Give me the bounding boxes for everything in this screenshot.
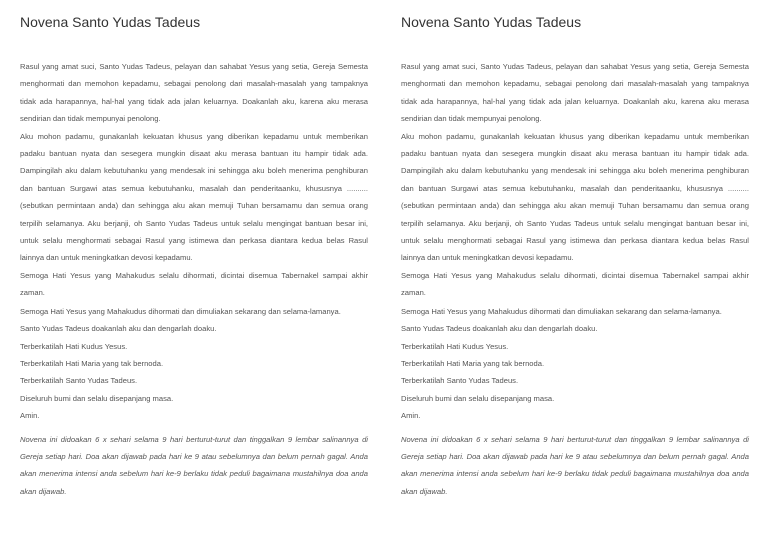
prayer-line: Diseluruh bumi dan selalu disepanjang masa. bbox=[20, 393, 174, 403]
prayer-line: Amin. bbox=[20, 411, 40, 421]
prayer-line: Santo Yudas Tadeus doakanlah aku dan dengarlah doaku. bbox=[20, 324, 217, 334]
left-page bbox=[20, 12, 368, 500]
prayer-line: Diseluruh bumi dan selalu disepanjang masa. bbox=[401, 393, 555, 403]
novena-note: Novena ini didoakan 6 x sehari selama 9 hari berturut-turut dan tinggalkan 9 lembar salinannya di Gereja setiap hari. Doa akan dijawab pada hari ke 9 atau sebelumnya dan belum pernah gagal. Anda akan menerima intensi anda sebelum hari ke-9 berlaku tidak peduli bagaimana mustahilnya doa anda akan dijawab. bbox=[20, 434, 368, 496]
prayer-line: Amin. bbox=[401, 411, 421, 421]
prayer-paragraph: Semoga Hati Yesus yang Mahakudus selalu dihormati, dicintai disemua Tabernakel sampai akhir zaman. bbox=[401, 270, 749, 298]
right-page bbox=[401, 12, 749, 500]
prayer-line: Semoga Hati Yesus yang Mahakudus dihormati dan dimuliakan sekarang dan selama-lamanya. bbox=[20, 306, 341, 316]
prayer-line: Terberkatilah Hati Maria yang tak bernoda. bbox=[20, 358, 164, 368]
prayer-line: Santo Yudas Tadeus doakanlah aku dan dengarlah doaku. bbox=[401, 324, 598, 334]
novena-note: Novena ini didoakan 6 x sehari selama 9 hari berturut-turut dan tinggalkan 9 lembar salinannya di Gereja setiap hari. Doa akan dijawab pada hari ke 9 atau sebelumnya dan belum pernah gagal. Anda akan menerima intensi anda sebelum hari ke-9 berlaku tidak peduli bagaimana mustahilnya doa anda akan dijawab. bbox=[401, 434, 749, 496]
prayer-line: Semoga Hati Yesus yang Mahakudus dihormati dan dimuliakan sekarang dan selama-lamanya. bbox=[401, 306, 722, 316]
page-title: Novena Santo Yudas Tadeus bbox=[20, 14, 201, 30]
prayer-line: Terberkatilah Hati Kudus Yesus. bbox=[401, 341, 509, 351]
prayer-paragraph: Rasul yang amat suci, Santo Yudas Tadeus, pelayan dan sahabat Yesus yang setia, Gereja Semesta menghormati dan memohon kepadamu, sebagai penolong dari masalah-masalah yang tampaknya tidak ada harapannya, hal-hal yang tidak ada jalan keluarnya. Doakanlah aku, karena aku merasa sendirian dan tidak mempunyai penolong. bbox=[401, 62, 749, 124]
prayer-line: Terberkatilah Santo Yudas Tadeus. bbox=[401, 376, 519, 386]
prayer-paragraph: Semoga Hati Yesus yang Mahakudus selalu dihormati, dicintai disemua Tabernakel sampai akhir zaman. bbox=[20, 270, 368, 298]
prayer-paragraph: Aku mohon padamu, gunakanlah kekuatan khusus yang diberikan kepadamu untuk memberikan padaku bantuan nyata dan sesegera mungkin disaat aku merasa bantuan itu hampir tidak ada. Dampingilah aku dalam kebutuhanku yang mendesak ini sehingga aku boleh menerima penghiburan dan bantuan Surgawi atas semua kebutuhanku, masalah dan penderitaanku, khususnya .......... (sebutkan permintaan anda) dan sehingga aku akan memuji Tuhan bersamamu dan semua orang terpilih selamanya. Aku berjanji, oh Santo Yudas Tadeus untuk selalu mengingat bantuan besar ini, untuk selalu menghormati sebagai Rasul yang istimewa dan perkasa diantara kedua belas Rasul lainnya dan untuk meningkatkan devosi kepadamu. bbox=[401, 131, 749, 263]
prayer-line: Terberkatilah Hati Kudus Yesus. bbox=[20, 341, 128, 351]
page-title: Novena Santo Yudas Tadeus bbox=[401, 14, 582, 30]
prayer-line: Terberkatilah Santo Yudas Tadeus. bbox=[20, 376, 138, 386]
prayer-line: Terberkatilah Hati Maria yang tak bernoda. bbox=[401, 358, 545, 368]
prayer-paragraph: Aku mohon padamu, gunakanlah kekuatan khusus yang diberikan kepadamu untuk memberikan padaku bantuan nyata dan sesegera mungkin disaat aku merasa bantuan itu hampir tidak ada. Dampingilah aku dalam kebutuhanku yang mendesak ini sehingga aku boleh menerima penghiburan dan bantuan Surgawi atas semua kebutuhanku, masalah dan penderitaanku, khususnya .......... (sebutkan permintaan anda) dan sehingga aku akan memuji Tuhan bersamamu dan semua orang terpilih selamanya. Aku berjanji, oh Santo Yudas Tadeus untuk selalu mengingat bantuan besar ini, untuk selalu menghormati sebagai Rasul yang istimewa dan perkasa diantara kedua belas Rasul lainnya dan untuk meningkatkan devosi kepadamu. bbox=[20, 131, 368, 263]
prayer-paragraph: Rasul yang amat suci, Santo Yudas Tadeus, pelayan dan sahabat Yesus yang setia, Gereja Semesta menghormati dan memohon kepadamu, sebagai penolong dari masalah-masalah yang tampaknya tidak ada harapannya, hal-hal yang tidak ada jalan keluarnya. Doakanlah aku, karena aku merasa sendirian dan tidak mempunyai penolong. bbox=[20, 62, 368, 124]
